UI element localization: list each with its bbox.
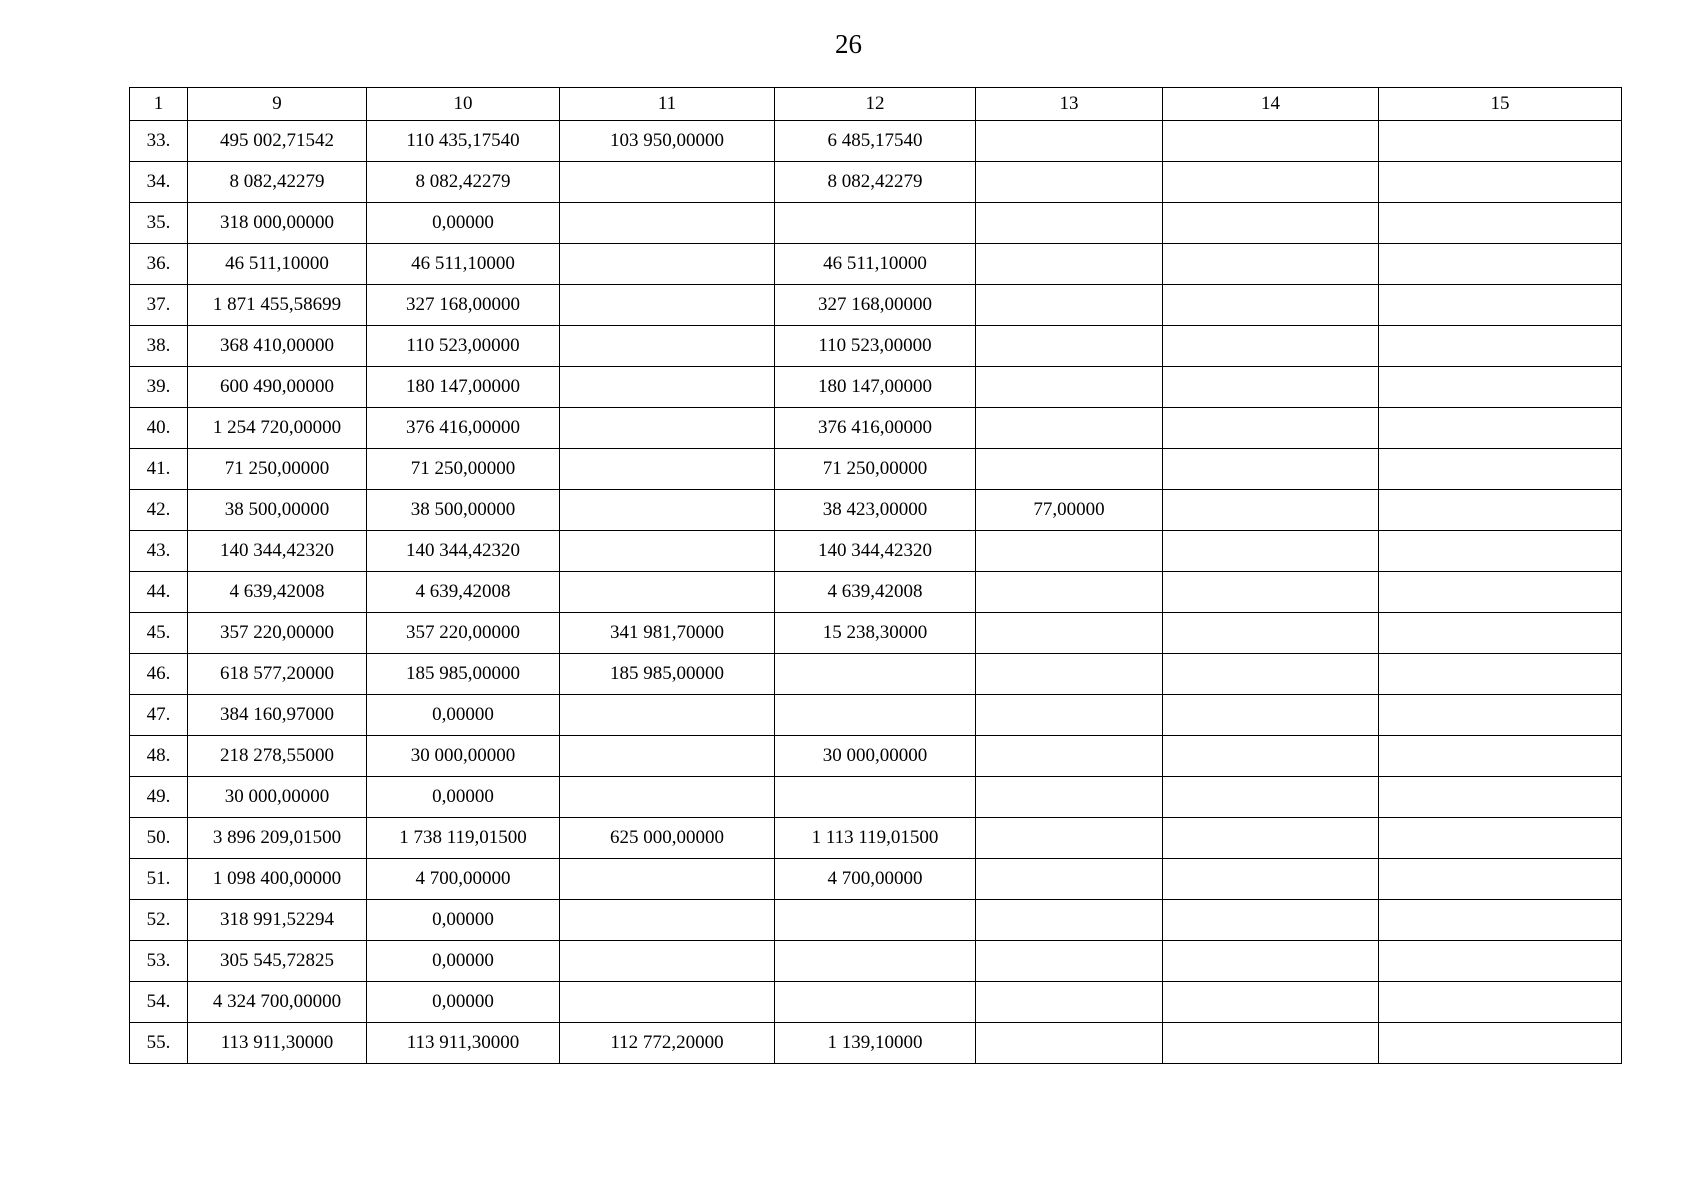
table-cell: 46 511,10000 [775,244,976,285]
table-cell [976,1023,1163,1064]
table-cell: 30 000,00000 [775,736,976,777]
table-cell: 4 639,42008 [367,572,560,613]
row-number-cell: 36. [130,244,188,285]
table-row [130,982,1622,1023]
table-cell: 180 147,00000 [775,367,976,408]
table-cell: 4 324 700,00000 [188,982,367,1023]
table-cell [976,531,1163,572]
table-cell: 112 772,20000 [560,1023,775,1064]
table-cell [1379,777,1622,818]
table-cell: 4 700,00000 [367,859,560,900]
row-number-cell: 53. [130,941,188,982]
row-number-cell: 55. [130,1023,188,1064]
table-header-row [130,88,1622,121]
table-cell [976,162,1163,203]
table-cell: 1 139,10000 [775,1023,976,1064]
table-cell [560,695,775,736]
table-cell [775,695,976,736]
table-row [130,1023,1622,1064]
table-cell [560,285,775,326]
table-cell [976,695,1163,736]
table-cell: 1 254 720,00000 [188,408,367,449]
table-cell: 103 950,00000 [560,121,775,162]
table-cell [560,777,775,818]
table-cell [1379,818,1622,859]
table-cell [976,244,1163,285]
table-row [130,941,1622,982]
table-cell [1379,572,1622,613]
table-cell: 1 113 119,01500 [775,818,976,859]
table-cell [976,367,1163,408]
table-row [130,531,1622,572]
table-cell [976,900,1163,941]
table-cell [1379,162,1622,203]
table-row [130,777,1622,818]
row-number-cell: 54. [130,982,188,1023]
table-cell [1379,695,1622,736]
table-cell [1379,203,1622,244]
table-cell: 38 500,00000 [188,490,367,531]
table-cell: 0,00000 [367,900,560,941]
row-number-cell: 45. [130,613,188,654]
table-row [130,736,1622,777]
table-cell [976,736,1163,777]
table-row [130,203,1622,244]
table-cell [1379,982,1622,1023]
table-cell [1163,900,1379,941]
table-cell: 110 435,17540 [367,121,560,162]
table-cell [976,982,1163,1023]
table-cell [1163,326,1379,367]
table-row [130,367,1622,408]
table-cell [775,982,976,1023]
table-cell [1379,531,1622,572]
table-cell [1163,490,1379,531]
table-cell [1163,982,1379,1023]
table-cell: 140 344,42320 [367,531,560,572]
table-cell: 357 220,00000 [188,613,367,654]
row-number-cell: 41. [130,449,188,490]
table-cell: 110 523,00000 [367,326,560,367]
table-row [130,695,1622,736]
row-number-cell: 37. [130,285,188,326]
row-number-cell: 43. [130,531,188,572]
table-cell: 1 738 119,01500 [367,818,560,859]
table-row [130,572,1622,613]
table-cell [560,326,775,367]
table-cell [976,449,1163,490]
table-cell: 113 911,30000 [367,1023,560,1064]
table-cell [976,285,1163,326]
table-cell [1379,900,1622,941]
table-cell [976,326,1163,367]
row-number-cell: 46. [130,654,188,695]
column-header: 14 [1163,88,1379,121]
table-cell [1379,449,1622,490]
table-cell [1379,408,1622,449]
row-number-cell: 33. [130,121,188,162]
table-cell: 376 416,00000 [775,408,976,449]
table-cell: 185 985,00000 [367,654,560,695]
data-table [129,87,1622,1064]
table-cell [560,531,775,572]
table-cell [560,162,775,203]
table-cell [1163,695,1379,736]
table-cell: 218 278,55000 [188,736,367,777]
table-row [130,285,1622,326]
table-cell [1163,285,1379,326]
column-header: 9 [188,88,367,121]
table-cell [1379,285,1622,326]
table-cell: 46 511,10000 [367,244,560,285]
row-number-cell: 51. [130,859,188,900]
table-row [130,408,1622,449]
table-cell [1379,1023,1622,1064]
table-cell: 180 147,00000 [367,367,560,408]
table-cell [560,982,775,1023]
table-cell: 368 410,00000 [188,326,367,367]
table-cell: 376 416,00000 [367,408,560,449]
table-cell [1163,613,1379,654]
table-cell [976,572,1163,613]
table-cell [560,490,775,531]
table-cell [560,941,775,982]
table-cell: 30 000,00000 [367,736,560,777]
table-cell: 0,00000 [367,941,560,982]
table-cell: 8 082,42279 [188,162,367,203]
table-cell: 6 485,17540 [775,121,976,162]
row-number-cell: 42. [130,490,188,531]
table-row [130,449,1622,490]
table-cell [1379,941,1622,982]
row-number-cell: 40. [130,408,188,449]
table-cell: 4 700,00000 [775,859,976,900]
table-row [130,654,1622,695]
table-cell [1379,326,1622,367]
row-number-cell: 52. [130,900,188,941]
table-cell: 0,00000 [367,777,560,818]
table-cell [560,203,775,244]
table-cell [560,244,775,285]
table-cell [560,736,775,777]
table-cell [976,654,1163,695]
table-cell: 625 000,00000 [560,818,775,859]
table-cell: 618 577,20000 [188,654,367,695]
table-cell: 327 168,00000 [775,285,976,326]
table-cell [1163,244,1379,285]
table-cell [976,408,1163,449]
column-header: 10 [367,88,560,121]
table-cell [1163,408,1379,449]
table-row [130,244,1622,285]
column-header: 1 [130,88,188,121]
table-row [130,326,1622,367]
table-row [130,490,1622,531]
table-cell: 305 545,72825 [188,941,367,982]
table-cell [1163,449,1379,490]
page-number: 26 [835,29,862,59]
row-number-cell: 49. [130,777,188,818]
row-number-cell: 34. [130,162,188,203]
table-cell: 357 220,00000 [367,613,560,654]
table-cell: 3 896 209,01500 [188,818,367,859]
table-cell [775,777,976,818]
table-cell: 140 344,42320 [188,531,367,572]
table-cell: 8 082,42279 [367,162,560,203]
table-cell [1379,654,1622,695]
table-cell [1163,736,1379,777]
table-cell [976,121,1163,162]
table-row [130,121,1622,162]
table-cell: 110 523,00000 [775,326,976,367]
table-cell: 0,00000 [367,982,560,1023]
table-cell [1163,1023,1379,1064]
table-cell: 30 000,00000 [188,777,367,818]
table-cell: 1 098 400,00000 [188,859,367,900]
table-cell [976,613,1163,654]
table-cell: 185 985,00000 [560,654,775,695]
table-cell [775,203,976,244]
table-cell: 495 002,71542 [188,121,367,162]
table-cell [1379,613,1622,654]
table-cell: 113 911,30000 [188,1023,367,1064]
table-cell [1163,203,1379,244]
table-cell: 38 500,00000 [367,490,560,531]
table-cell: 71 250,00000 [188,449,367,490]
table-cell [1163,777,1379,818]
table-cell [976,941,1163,982]
row-number-cell: 35. [130,203,188,244]
table-cell [775,941,976,982]
table-row [130,613,1622,654]
table-cell [560,408,775,449]
table-cell [1163,162,1379,203]
table-cell [1163,367,1379,408]
table-cell: 0,00000 [367,695,560,736]
table-cell [1379,244,1622,285]
table-cell: 1 871 455,58699 [188,285,367,326]
table-cell [1379,121,1622,162]
table-cell: 327 168,00000 [367,285,560,326]
table-cell [976,859,1163,900]
table-cell: 600 490,00000 [188,367,367,408]
column-header: 15 [1379,88,1622,121]
table-cell: 15 238,30000 [775,613,976,654]
table-cell [560,900,775,941]
table-cell: 140 344,42320 [775,531,976,572]
table-row [130,900,1622,941]
table-cell [560,367,775,408]
table-cell [1163,531,1379,572]
table-cell: 318 000,00000 [188,203,367,244]
table-cell: 46 511,10000 [188,244,367,285]
table-cell [1379,490,1622,531]
table-cell [560,449,775,490]
column-header: 11 [560,88,775,121]
row-number-cell: 38. [130,326,188,367]
table-cell [1163,941,1379,982]
row-number-cell: 44. [130,572,188,613]
table-cell: 8 082,42279 [775,162,976,203]
table-cell [976,818,1163,859]
table-cell [976,203,1163,244]
row-number-cell: 50. [130,818,188,859]
table-cell [1379,367,1622,408]
table-cell: 0,00000 [367,203,560,244]
table-cell [1163,654,1379,695]
table-body [130,121,1622,1064]
table-cell [775,654,976,695]
table-cell [1163,818,1379,859]
table-cell [1163,859,1379,900]
table-cell [1379,859,1622,900]
table-row [130,818,1622,859]
table-cell: 71 250,00000 [367,449,560,490]
table-row [130,162,1622,203]
table-cell [976,777,1163,818]
column-header: 12 [775,88,976,121]
table-cell: 4 639,42008 [188,572,367,613]
row-number-cell: 48. [130,736,188,777]
table-cell: 38 423,00000 [775,490,976,531]
table-cell [560,572,775,613]
column-header: 13 [976,88,1163,121]
table-cell: 77,00000 [976,490,1163,531]
table-cell: 341 981,70000 [560,613,775,654]
table-cell [775,900,976,941]
row-number-cell: 39. [130,367,188,408]
table-cell: 4 639,42008 [775,572,976,613]
table-cell [1163,121,1379,162]
table-cell: 71 250,00000 [775,449,976,490]
table-cell [1163,572,1379,613]
table-cell [1379,736,1622,777]
table-cell: 318 991,52294 [188,900,367,941]
row-number-cell: 47. [130,695,188,736]
table-row [130,859,1622,900]
table-cell: 384 160,97000 [188,695,367,736]
table-cell [560,859,775,900]
